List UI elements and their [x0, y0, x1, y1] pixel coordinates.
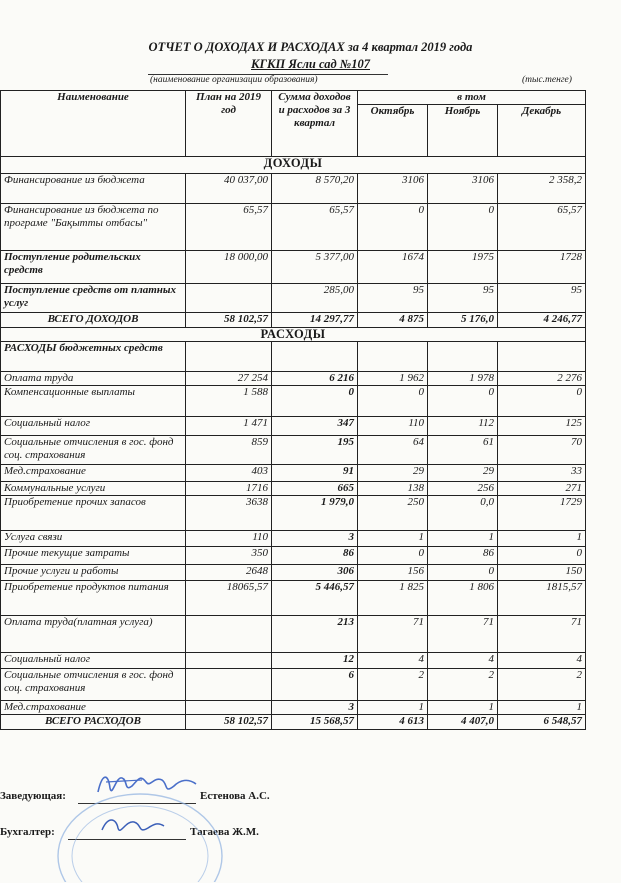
row-nov: 0 — [428, 386, 498, 417]
row-dec: 2 276 — [498, 372, 586, 386]
table-row — [1, 496, 586, 531]
row-plan: 65,57 — [186, 204, 272, 251]
row-name: Оплата труда(платная услуга) — [1, 616, 186, 653]
report-title: ОТЧЕТ О ДОХОДАХ И РАСХОДАХ за 4 квартал 2019 года — [148, 40, 473, 54]
organization-stamp — [55, 786, 225, 882]
row-plan: 1716 — [186, 482, 272, 496]
row-nov: 0 — [428, 565, 498, 581]
row-oct: 0 — [358, 204, 428, 251]
row-dec: 150 — [498, 565, 586, 581]
row-plan: 403 — [186, 465, 272, 482]
cell — [272, 342, 358, 372]
row-name: Коммунальные услуги — [1, 482, 186, 496]
table-row — [1, 372, 586, 386]
report-table — [0, 90, 586, 730]
row-dec: 0 — [498, 386, 586, 417]
row-name: Поступление родительских средств — [1, 251, 186, 284]
total-sum: 15 568,57 — [272, 715, 358, 730]
row-nov: 71 — [428, 616, 498, 653]
cell — [186, 342, 272, 372]
row-name: Социальный налог — [1, 653, 186, 669]
row-plan: 1 471 — [186, 417, 272, 436]
total-nov: 4 407,0 — [428, 715, 498, 730]
row-dec: 70 — [498, 436, 586, 465]
row-sum: 8 570,20 — [272, 174, 358, 204]
table-row — [1, 669, 586, 701]
table-row — [1, 465, 586, 482]
head-name: Естенова А.С. — [200, 790, 270, 802]
total-name: ВСЕГО РАСХОДОВ — [1, 715, 186, 730]
row-name: Мед.страхование — [1, 465, 186, 482]
row-name: Финансирование из бюджета — [1, 174, 186, 204]
table-row — [1, 417, 586, 436]
row-nov: 256 — [428, 482, 498, 496]
row-sum: 195 — [272, 436, 358, 465]
col-dec: Декабрь — [498, 105, 586, 157]
row-oct: 110 — [358, 417, 428, 436]
col-nov: Ноябрь — [428, 105, 498, 157]
row-sum: 0 — [272, 386, 358, 417]
row-name: Приобретение продуктов питания — [1, 581, 186, 616]
expense-subsection-title: РАСХОДЫ бюджетных средств — [1, 342, 186, 372]
row-sum: 3 — [272, 701, 358, 715]
row-name: Социальные отчисления в гос. фонд соц. страхования — [1, 436, 186, 465]
row-name: Социальные отчисления в гос. фонд соц. страхования — [1, 669, 186, 701]
row-plan: 40 037,00 — [186, 174, 272, 204]
row-dec: 1729 — [498, 496, 586, 531]
total-oct: 4 613 — [358, 715, 428, 730]
row-nov: 112 — [428, 417, 498, 436]
row-plan: 27 254 — [186, 372, 272, 386]
table-row — [1, 581, 586, 616]
row-name: Прочие услуги и работы — [1, 565, 186, 581]
row-oct: 71 — [358, 616, 428, 653]
accountant-name: Тагаева Ж.М. — [190, 826, 259, 838]
table-row — [1, 701, 586, 715]
row-oct: 0 — [358, 386, 428, 417]
table-row — [1, 616, 586, 653]
head-label: Заведующая: — [0, 790, 66, 802]
row-nov: 29 — [428, 465, 498, 482]
row-name: Оплата труда — [1, 372, 186, 386]
row-sum: 306 — [272, 565, 358, 581]
income-section — [1, 157, 586, 328]
row-dec: 65,57 — [498, 204, 586, 251]
row-plan — [186, 701, 272, 715]
row-dec: 33 — [498, 465, 586, 482]
row-dec: 71 — [498, 616, 586, 653]
row-name: Финансирование из бюджета по програме "Бақытты отбасы" — [1, 204, 186, 251]
total-name: ВСЕГО ДОХОДОВ — [1, 313, 186, 328]
row-nov: 95 — [428, 284, 498, 313]
row-sum: 3 — [272, 531, 358, 547]
cell — [358, 342, 428, 372]
table-row — [1, 436, 586, 465]
row-oct: 4 — [358, 653, 428, 669]
cell — [428, 342, 498, 372]
row-dec: 1 — [498, 531, 586, 547]
cell — [498, 342, 586, 372]
row-oct: 0 — [358, 547, 428, 565]
row-oct: 138 — [358, 482, 428, 496]
total-plan: 58 102,57 — [186, 715, 272, 730]
row-name: Компенсационные выплаты — [1, 386, 186, 417]
col-name: Наименование — [1, 91, 186, 157]
total-dec: 4 246,77 — [498, 313, 586, 328]
col-plan: План на 2019 год — [186, 91, 272, 157]
row-oct: 1 — [358, 701, 428, 715]
table-header — [1, 91, 586, 157]
row-plan: 3638 — [186, 496, 272, 531]
organization-name: КГКП Ясли сад №107 — [251, 57, 370, 71]
row-nov: 86 — [428, 547, 498, 565]
row-plan — [186, 669, 272, 701]
expense-section-title: РАСХОДЫ — [1, 328, 586, 342]
row-sum: 5 446,57 — [272, 581, 358, 616]
row-sum: 65,57 — [272, 204, 358, 251]
row-sum: 213 — [272, 616, 358, 653]
row-oct: 250 — [358, 496, 428, 531]
row-name: Поступление средств от платных услуг — [1, 284, 186, 313]
total-dec: 6 548,57 — [498, 715, 586, 730]
row-nov: 1 978 — [428, 372, 498, 386]
total-nov: 5 176,0 — [428, 313, 498, 328]
row-oct: 3106 — [358, 174, 428, 204]
row-dec: 2 358,2 — [498, 174, 586, 204]
row-sum: 1 979,0 — [272, 496, 358, 531]
row-oct: 1 — [358, 531, 428, 547]
row-nov: 4 — [428, 653, 498, 669]
row-plan: 18065,57 — [186, 581, 272, 616]
table-row — [1, 204, 586, 251]
report-title-block — [0, 40, 621, 72]
col-group: в том — [358, 91, 586, 105]
row-name: Мед.страхование — [1, 701, 186, 715]
row-oct: 95 — [358, 284, 428, 313]
row-sum: 665 — [272, 482, 358, 496]
expense-total-row — [1, 715, 586, 730]
row-nov: 1 806 — [428, 581, 498, 616]
row-dec: 271 — [498, 482, 586, 496]
col-sum: Сумма доходов и расходов за 3 квартал — [272, 91, 358, 157]
row-nov: 0,0 — [428, 496, 498, 531]
row-dec: 1815,57 — [498, 581, 586, 616]
table-row — [1, 565, 586, 581]
row-plan — [186, 616, 272, 653]
total-oct: 4 875 — [358, 313, 428, 328]
row-oct: 29 — [358, 465, 428, 482]
table-row — [1, 653, 586, 669]
row-nov: 1975 — [428, 251, 498, 284]
row-oct: 2 — [358, 669, 428, 701]
row-sum: 12 — [272, 653, 358, 669]
row-nov: 61 — [428, 436, 498, 465]
total-plan: 58 102,57 — [186, 313, 272, 328]
row-nov: 3106 — [428, 174, 498, 204]
row-plan — [186, 653, 272, 669]
row-nov: 1 — [428, 701, 498, 715]
row-nov: 2 — [428, 669, 498, 701]
row-name: Приобретение прочих запасов — [1, 496, 186, 531]
row-sum: 347 — [272, 417, 358, 436]
table-row — [1, 482, 586, 496]
row-sum: 285,00 — [272, 284, 358, 313]
table-row — [1, 284, 586, 313]
table-row — [1, 531, 586, 547]
accountant-label: Бухгалтер: — [0, 826, 55, 838]
row-oct: 1 825 — [358, 581, 428, 616]
row-dec: 4 — [498, 653, 586, 669]
row-oct: 64 — [358, 436, 428, 465]
row-dec: 1 — [498, 701, 586, 715]
row-oct: 156 — [358, 565, 428, 581]
row-dec: 2 — [498, 669, 586, 701]
row-plan: 350 — [186, 547, 272, 565]
row-plan: 859 — [186, 436, 272, 465]
row-plan: 1 588 — [186, 386, 272, 417]
row-plan: 18 000,00 — [186, 251, 272, 284]
row-sum: 6 216 — [272, 372, 358, 386]
row-nov: 0 — [428, 204, 498, 251]
row-name: Услуга связи — [1, 531, 186, 547]
row-plan — [186, 284, 272, 313]
table-row — [1, 174, 586, 204]
row-name: Социальный налог — [1, 417, 186, 436]
row-sum: 86 — [272, 547, 358, 565]
row-plan: 2648 — [186, 565, 272, 581]
total-sum: 14 297,77 — [272, 313, 358, 328]
income-total-row — [1, 313, 586, 328]
table-row — [1, 251, 586, 284]
table-row — [1, 547, 586, 565]
row-sum: 5 377,00 — [272, 251, 358, 284]
row-oct: 1674 — [358, 251, 428, 284]
income-section-title: ДОХОДЫ — [1, 157, 586, 174]
row-dec: 95 — [498, 284, 586, 313]
row-dec: 0 — [498, 547, 586, 565]
row-name: Прочие текущие затраты — [1, 547, 186, 565]
row-nov: 1 — [428, 531, 498, 547]
col-oct: Октябрь — [358, 105, 428, 157]
row-sum: 91 — [272, 465, 358, 482]
row-sum: 6 — [272, 669, 358, 701]
table-row — [1, 386, 586, 417]
row-dec: 125 — [498, 417, 586, 436]
expense-section — [1, 328, 586, 730]
row-dec: 1728 — [498, 251, 586, 284]
row-plan: 110 — [186, 531, 272, 547]
row-oct: 1 962 — [358, 372, 428, 386]
org-caption: (наименование организации образования) — [150, 75, 318, 85]
units-caption: (тыс.тенге) — [522, 75, 572, 85]
